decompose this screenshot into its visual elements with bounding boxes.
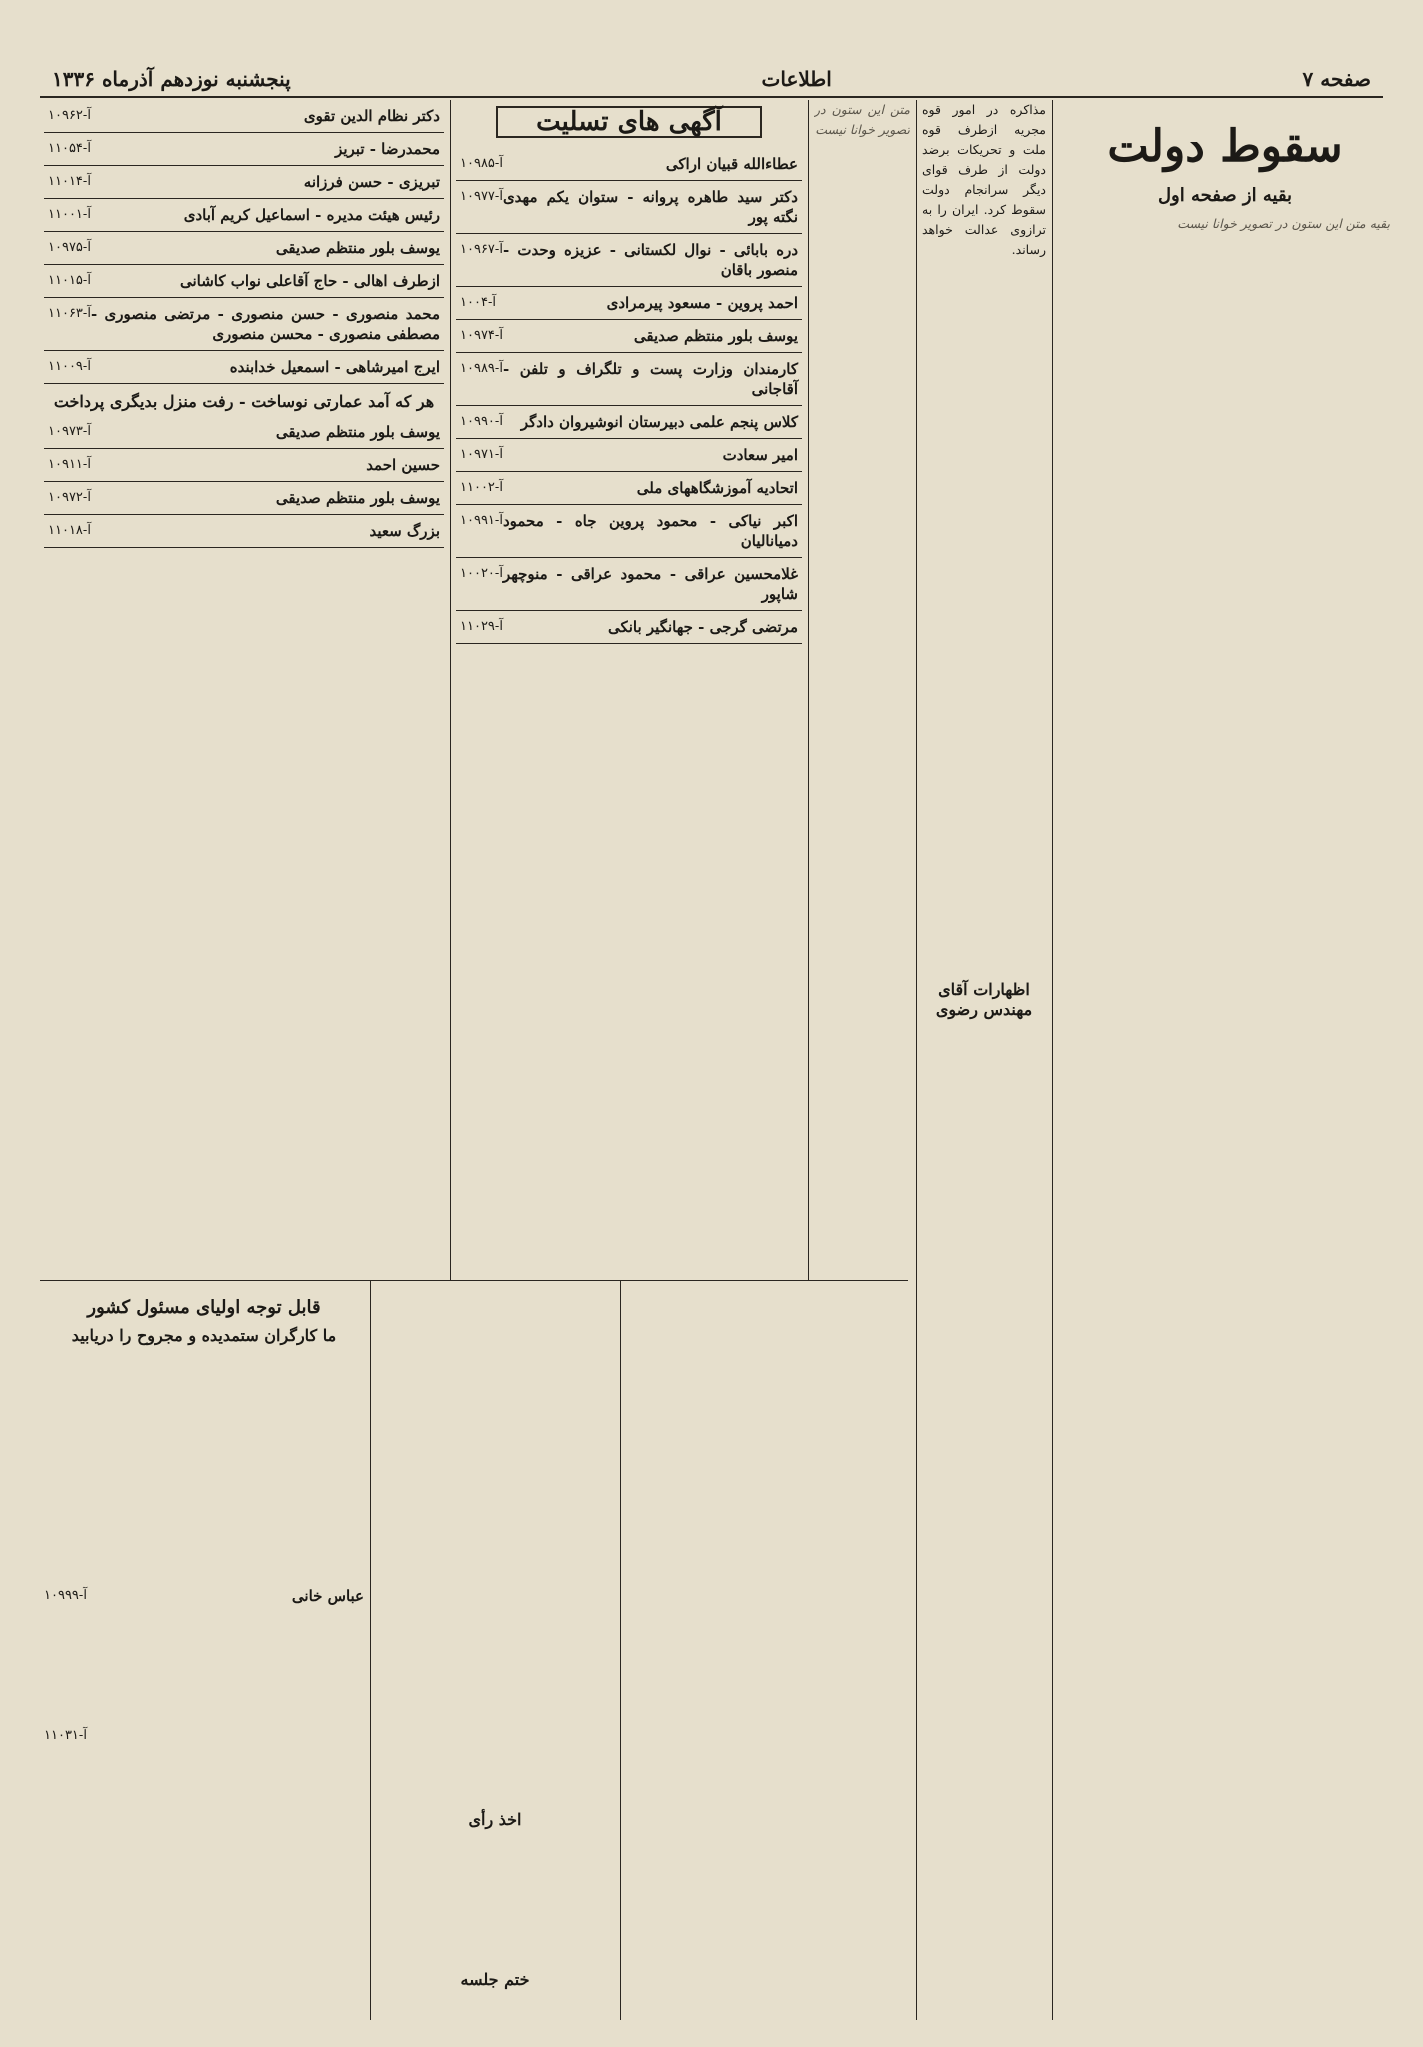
- bottom-left-notice: [44, 1290, 364, 2010]
- notice: تبریزی - حسن فرزانه آ-۱۱۰۱۴: [44, 166, 444, 199]
- notice-subtitle: ما کارگران ستمدیده و مجروح را دریابید: [71, 1326, 337, 1345]
- notice-signature: آ-۱۱۰۳۱: [44, 1728, 87, 1743]
- paper-name: اطلاعات: [761, 67, 832, 91]
- column-rule: [808, 100, 809, 1280]
- notice-headline: هر که آمد عمارتی نوساخت - رفت منزل بدیگری پرداخت: [53, 392, 435, 411]
- notice: رئیس هیئت مدیره - اسماعیل کریم آبادی آ-۱۱۰۰۱: [44, 199, 444, 232]
- notice: بزرگ سعید آ-۱۱۰۱۸: [44, 515, 444, 548]
- obituary-notice: امیر سعادت آ-۱۰۹۷۱: [456, 439, 802, 472]
- obituary-heading: آگهی های تسلیت: [496, 106, 762, 138]
- obituary-notice: یوسف بلور منتظم صدیقی آ-۱۰۹۷۴: [456, 320, 802, 353]
- notice: دکتر نظام الدین تقوی آ-۱۰۹۶۲: [44, 100, 444, 133]
- section-rule: [40, 1280, 908, 1281]
- article-column-3: [814, 100, 910, 1270]
- article-continues: متن این ستون در تصویر خوانا نیست: [814, 102, 910, 137]
- notice-title: قابل توجه اولیای مسئول کشور: [87, 1297, 321, 1318]
- obituary-notice: احمد پروین - مسعود پیرمرادی آ-۱۰۰۴: [456, 287, 802, 320]
- obituary-notice: کلاس پنجم علمی دبیرستان انوشیروان دادگر آ-۱۰۹۹۰: [456, 406, 802, 439]
- article-paragraph: مذاکره در امور قوه مجریه ازطرف قوه ملت و تحریکات برضد دولت از طرف قوای دیگر سرانجام دولت سقوط کرد. ایران را به ترازوی عدالت خواهد رساند.: [922, 102, 1046, 257]
- notice: یوسف بلور منتظم صدیقی آ-۱۰۹۷۳: [44, 416, 444, 449]
- obituary-notice: غلامحسین عراقی - محمود عراقی - منوچهر شاپور آ-۱۰۰۲۰: [456, 558, 802, 611]
- notice: حسین احمد آ-۱۰۹۱۱: [44, 449, 444, 482]
- notice-signature: عباس خانی آ-۱۰۹۹۹: [44, 1587, 364, 1605]
- notice: ایرج امیرشاهی - اسمعیل خدابنده آ-۱۱۰۰۹: [44, 351, 444, 384]
- column-rule: [370, 1280, 371, 2020]
- notice: محمد منصوری - حسن منصوری - مرتضی منصوری - مصطفی منصوری - محسن منصوری آ-۱۱۰۶۳: [44, 298, 444, 351]
- column-rule: [620, 1280, 621, 2020]
- issue-date: پنجشنبه نوزدهم آذرماه ۱۳۳۶: [52, 67, 291, 91]
- notice: یوسف بلور منتظم صدیقی آ-۱۰۹۷۲: [44, 482, 444, 515]
- column-rule: [450, 100, 451, 1280]
- obituary-notice: دره بابائی - نوال لکستانی - عزیزه وحدت - منصور باقان آ-۱۰۹۶۷: [456, 234, 802, 287]
- article-column-2: [922, 100, 1046, 2020]
- obituary-notice: کارمندان وزارت پست و تلگراف و تلفن - آقاجانی آ-۱۰۹۸۹: [456, 353, 802, 406]
- notice: محمدرضا - تبریز آ-۱۱۰۵۴: [44, 133, 444, 166]
- article-subtitle: بقیه از صفحه اول: [1157, 185, 1293, 206]
- obituary-column: [456, 100, 802, 1270]
- section-title: ختم جلسه: [460, 1970, 530, 1989]
- main-article: [1060, 100, 1390, 2020]
- obituary-notice: اکبر نیاکی - محمود پروین جاه - محمود دمیانالیان آ-۱۰۹۹۱: [456, 505, 802, 558]
- obituary-notice: اتحادیه آموزشگاههای ملی آ-۱۱۰۰۲: [456, 472, 802, 505]
- bottom-middle-text: [376, 1290, 614, 2010]
- section-title: اظهارات آقای مهندس رضوی: [935, 980, 1033, 1019]
- article-continues: بقیه متن این ستون در تصویر خوانا نیست: [1177, 216, 1390, 231]
- notice: یوسف بلور منتظم صدیقی آ-۱۰۹۷۵: [44, 232, 444, 265]
- column-rule: [916, 100, 917, 2020]
- notice: ازطرف اهالی - حاج آقاعلی نواب کاشانی آ-۱۱۰۱۵: [44, 265, 444, 298]
- section-title: اخذ رأی: [468, 1810, 522, 1829]
- column-rule: [1052, 100, 1053, 2020]
- obituary-notice: مرتضی گرجی - جهانگیر بانکی آ-۱۱۰۲۹: [456, 611, 802, 644]
- notices-column: [44, 100, 444, 1270]
- article-title: سقوط دولت: [1107, 121, 1343, 172]
- obituary-notice: دکتر سید طاهره پروانه - ستوان یکم مهدی نگته پور آ-۱۰۹۷۷: [456, 181, 802, 234]
- page-header: [40, 62, 1383, 98]
- obituary-notice: عطاءالله قبیان اراکی آ-۱۰۹۸۵: [456, 148, 802, 181]
- page-number: صفحه ۷: [1302, 67, 1371, 91]
